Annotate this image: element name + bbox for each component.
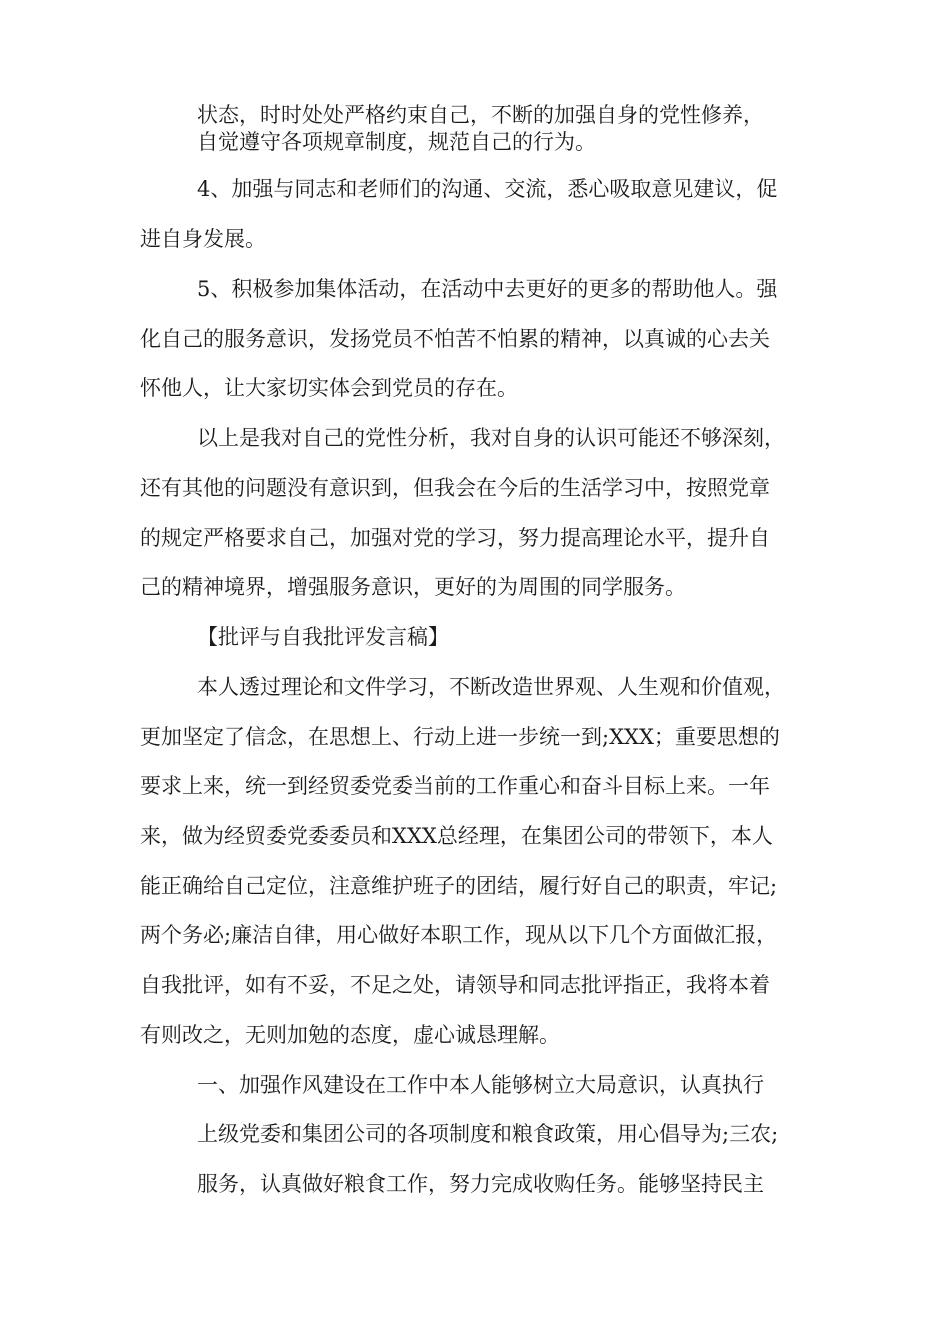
text-line: 4、加强与同志和老师们的沟通、交流，悉心吸取意见建议，促: [197, 177, 778, 201]
text-line: 上级党委和集团公司的各项制度和粮食政策，用心倡导为;三农;: [197, 1122, 779, 1146]
text-line: 自我批评，如有不妥，不足之处，请领导和同志批评指正，我将本着: [140, 973, 770, 997]
text-line: 的规定严格要求自己，加强对党的学习，努力提高理论水平，提升自: [140, 526, 770, 550]
text-line: 己的精神境界，增强服务意识，更好的为周围的同学服务。: [140, 575, 686, 599]
text-line: 来，做为经贸委党委委员和XXX总经理，在集团公司的带领下，本人: [140, 824, 773, 848]
text-line: 进自身发展。: [140, 227, 266, 251]
text-line: 还有其他的问题没有意识到，但我会在今后的生活学习中，按照党章: [140, 476, 770, 500]
text-line: 怀他人，让大家切实体会到党员的存在。: [140, 376, 518, 400]
text-line: 以上是我对自己的党性分析，我对自身的认识可能还不够深刻，: [197, 426, 785, 450]
text-line: 两个务必;廉洁自律，用心做好本职工作，现从以下几个方面做汇报，: [140, 923, 778, 947]
text-line: 一、加强作风建设在工作中本人能够树立大局意识，认真执行: [197, 1073, 764, 1097]
text-line: 服务，认真做好粮食工作，努力完成收购任务。能够坚持民主: [197, 1172, 764, 1196]
text-line: 更加坚定了信念，在思想上、行动上进一步统一到;XXX；重要思想的: [140, 725, 780, 749]
text-line: 5、积极参加集体活动，在活动中去更好的更多的帮助他人。强: [197, 277, 778, 301]
section-heading: 【批评与自我批评发言稿】: [197, 625, 449, 649]
text-line: 要求上来，统一到经贸委党委当前的工作重心和奋斗目标上来。一年: [140, 774, 770, 798]
text-line: 能正确给自己定位，注意维护班子的团结，履行好自己的职责，牢记;: [140, 874, 778, 898]
text-line: 有则改之，无则加勉的态度，虚心诚恳理解。: [140, 1023, 560, 1047]
text-line: 状态，时时处处严格约束自己，不断的加强自身的党性修养，: [197, 103, 764, 127]
text-line: 化自己的服务意识，发扬党员不怕苦不怕累的精神，以真诚的心去关: [140, 327, 770, 351]
text-line: 自觉遵守各项规章制度，规范自己的行为。: [197, 130, 596, 154]
text-line: 本人透过理论和文件学习，不断改造世界观、人生观和价值观，: [197, 675, 785, 699]
